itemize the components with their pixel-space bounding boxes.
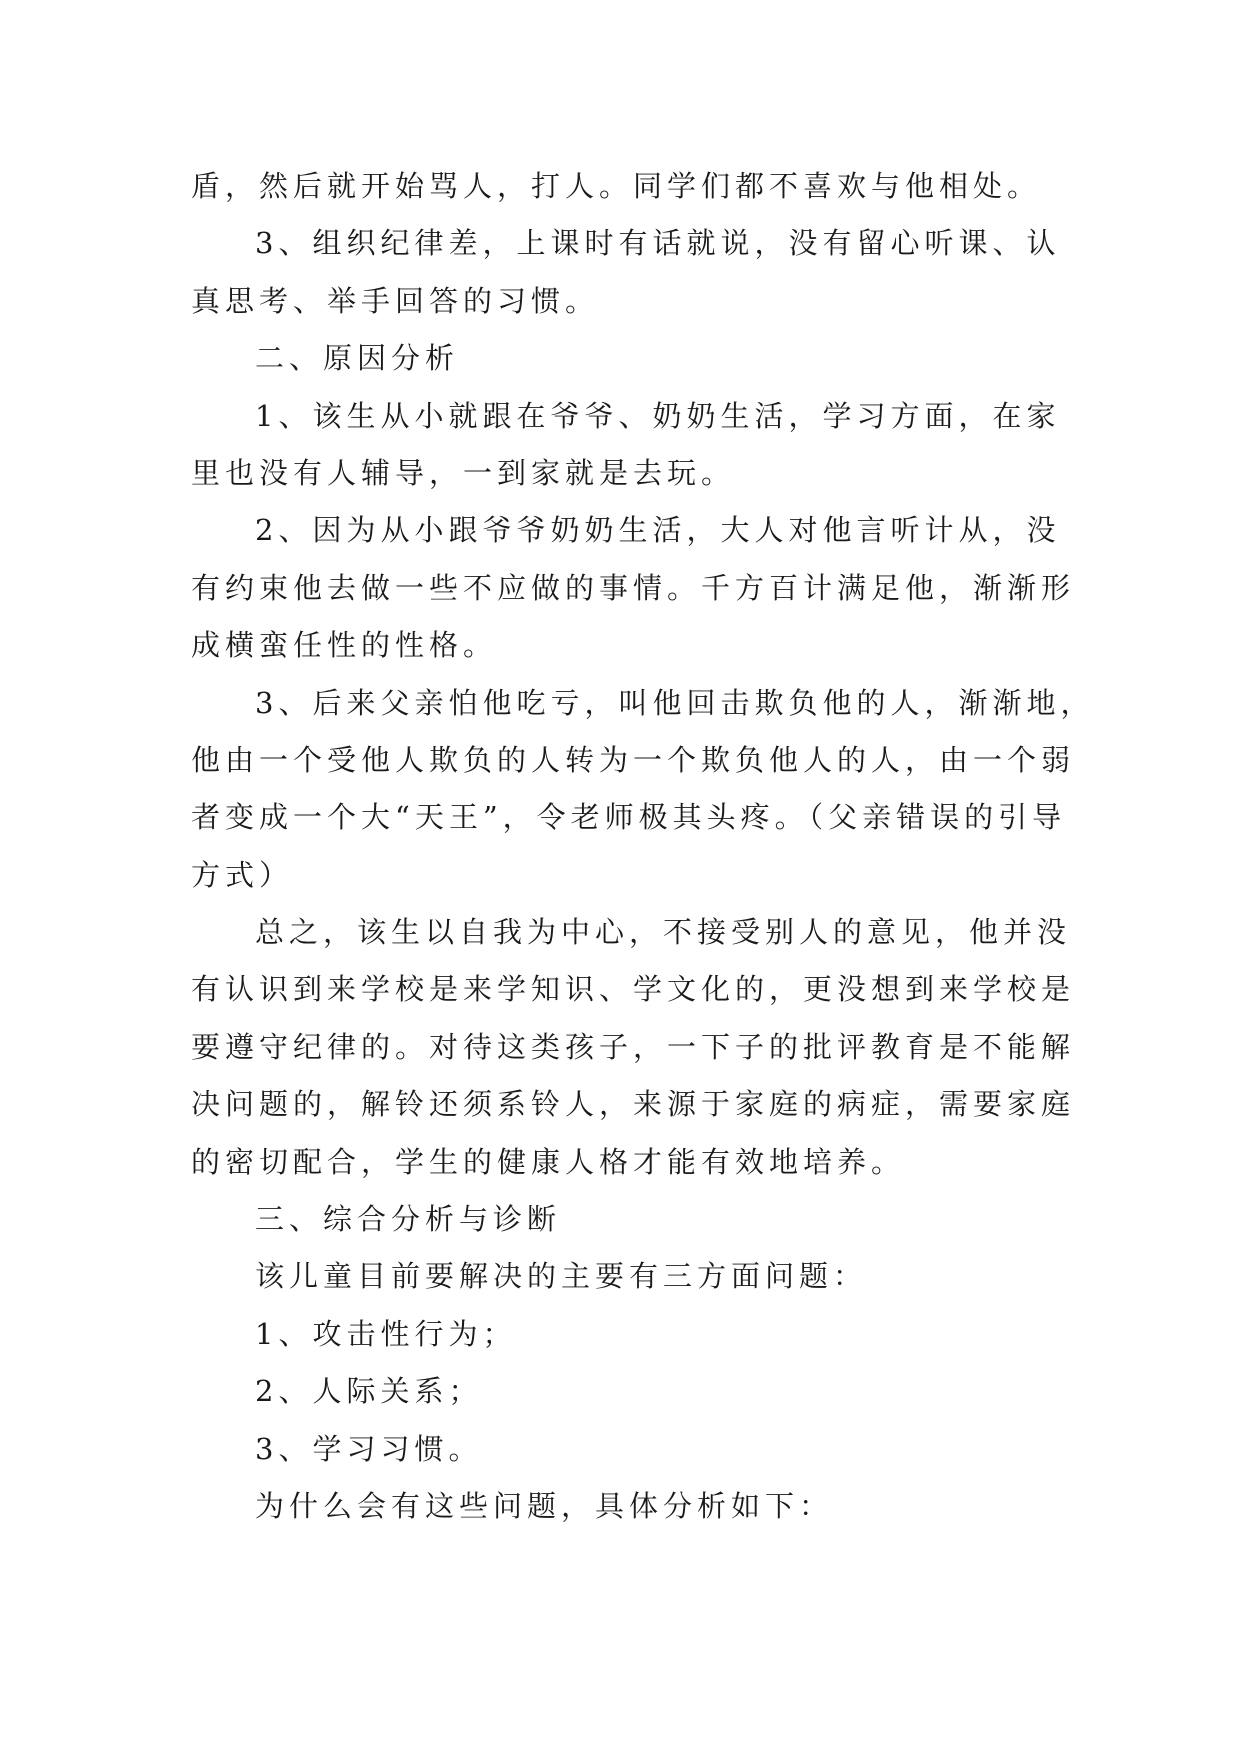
paragraph-line: 2、因为从小跟爷爷奶奶生活，大人对他言听计从，没 [255,513,1061,548]
paragraph-line: 成横蛮任性的性格。 [191,628,498,663]
paragraph-line: 为什么会有这些问题，具体分析如下： [255,1488,834,1523]
paragraph-line: 方式） [191,857,294,892]
document-body [191,158,1095,1535]
list-item: 2、人际关系； [255,1374,483,1409]
paragraph-line: 总之，该生以自我为中心，不接受别人的意见，他并没 [255,915,1072,950]
paragraph-line: 决问题的，解铃还须系铃人，来源于家庭的病症，需要家庭 [191,1087,1076,1122]
paragraph-line: 该儿童目前要解决的主要有三方面问题： [255,1259,868,1294]
paragraph-line: 盾，然后就开始骂人，打人。同学们都不喜欢与他相处。 [191,169,1042,203]
paragraph-line: 有认识到来学校是来学知识、学文化的，更没想到来学校是 [191,972,1076,1007]
paragraph-line: 的密切配合，学生的健康人格才能有效地培养。 [191,1144,906,1179]
list-item: 3、学习习惯。 [255,1431,483,1466]
list-item: 1、攻击性行为； [255,1316,517,1351]
paragraph-line: 要遵守纪律的。对待这类孩子，一下子的批评教育是不能解 [191,1029,1076,1064]
paragraph-line: 1、该生从小就跟在爷爷、奶奶生活，学习方面，在家 [255,398,1061,433]
paragraph-line: 3、组织纪律差，上课时有话就说，没有留心听课、认 [255,226,1061,261]
paragraph-line: 者变成一个大“天王”，令老师极其头疼。（父亲错误的引导 [191,800,1067,835]
paragraph-line: 他由一个受他人欺负的人转为一个欺负他人的人，由一个弱 [191,742,1076,777]
paragraph-line: 3、后来父亲怕他吃亏，叫他回击欺负他的人，渐渐地， [255,685,1095,720]
paragraph-line: 里也没有人辅导，一到家就是去玩。 [191,455,736,490]
paragraph-line: 有约束他去做一些不应做的事情。千方百计满足他，渐渐形 [191,570,1076,605]
section-heading: 二、原因分析 [255,341,460,376]
section-heading: 三、综合分析与诊断 [255,1202,562,1237]
paragraph-line: 真思考、举手回答的习惯。 [191,283,600,318]
